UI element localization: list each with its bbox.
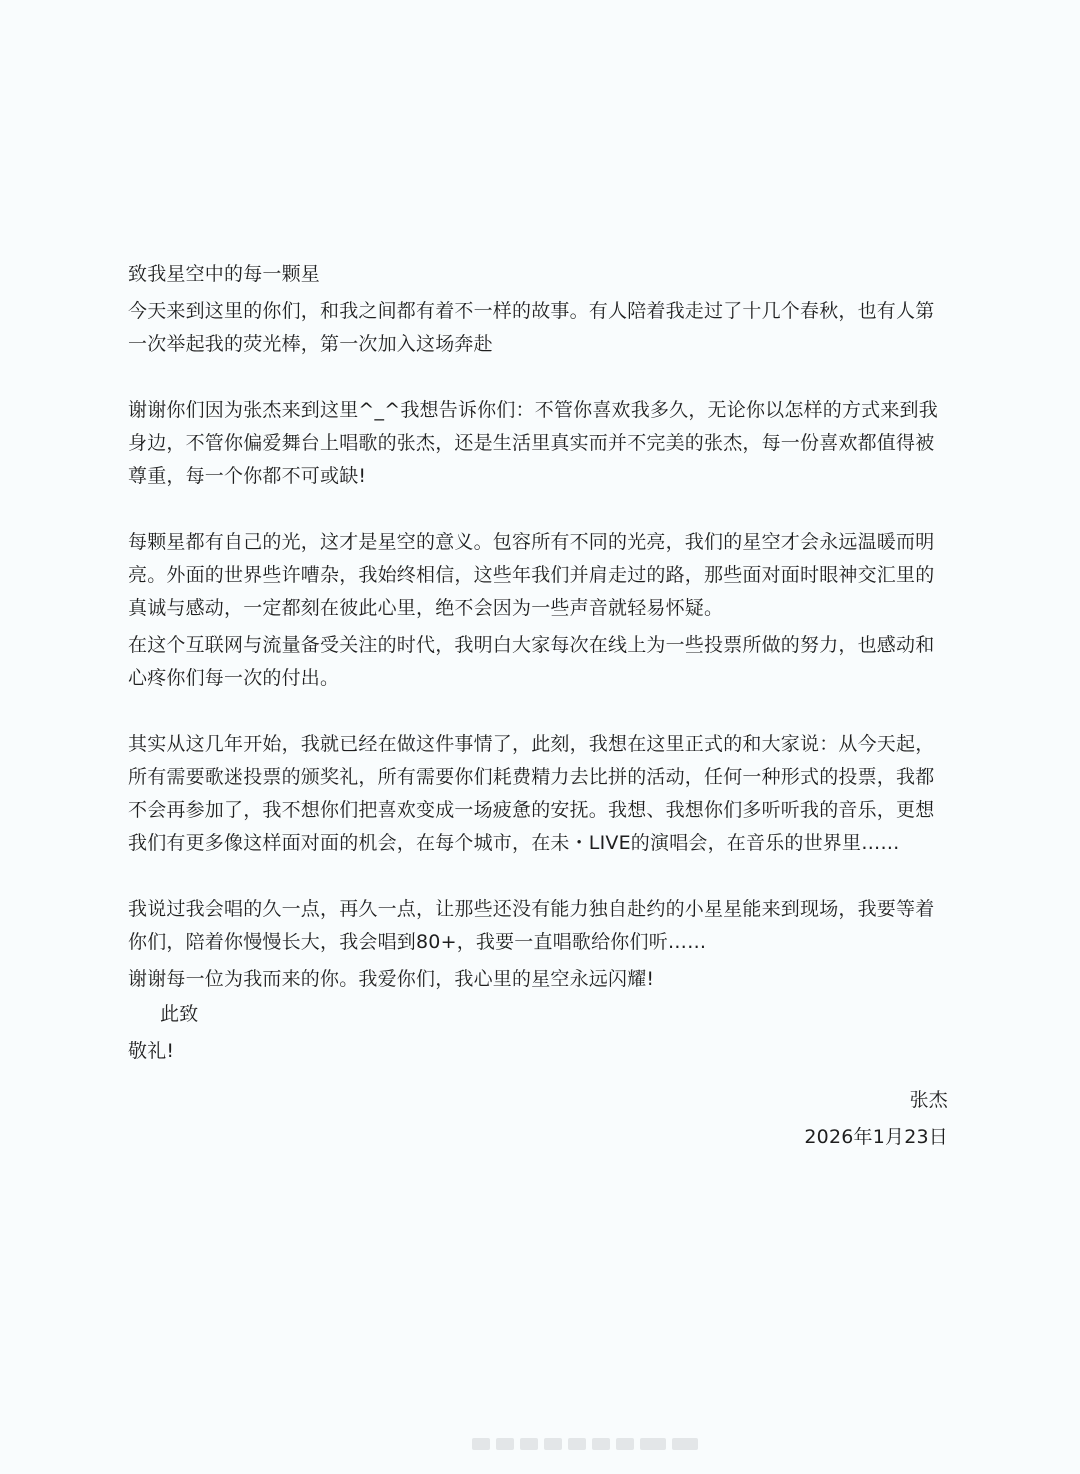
letter-paragraph-7: 谢谢每一位为我而来的你。我爱你们，我心里的星空永远闪耀!: [128, 968, 655, 990]
letter-salutation: 致我星空中的每一颗星: [128, 263, 321, 285]
pager-dot: [672, 1438, 698, 1450]
pager-dot: [592, 1438, 610, 1450]
pager-dot: [496, 1438, 514, 1450]
letter-signature: 张杰: [909, 1089, 948, 1111]
pager-dot: [544, 1438, 562, 1450]
letter-closing-1: 此致: [160, 1003, 199, 1025]
letter-paragraph-1: 今天来到这里的你们，和我之间都有着不一样的故事。有人陪着我走过了十几个春秋，也有人第一次举起我的荧光棒，第一次加入这场奔赴: [128, 300, 935, 355]
image-pager-indicator: [0, 1437, 1080, 1451]
pager-dot: [520, 1438, 538, 1450]
pager-dot: [616, 1438, 634, 1450]
letter-paragraph-6: 我说过我会唱的久一点，再久一点，让那些还没有能力独自赴约的小星星能来到现场，我要等着你们，陪着你慢慢长大，我会唱到80+，我要一直唱歌给你们听……: [128, 898, 935, 953]
letter-date: 2026年1月23日: [804, 1126, 948, 1148]
pager-dot: [472, 1438, 490, 1450]
letter-paragraph-3: 每颗星都有自己的光，这才是星空的意义。包容所有不同的光亮，我们的星空才会永远温暖而明亮。外面的世界些许嘈杂，我始终相信，这些年我们并肩走过的路，那些面对面时眼神交汇里的真诚与感动，一定都刻在彼此心里，绝不会因为一些声音就轻易怀疑。: [128, 531, 935, 619]
pager-dot: [640, 1438, 666, 1450]
letter-paragraph-5: 其实从这几年开始，我就已经在做这件事情了，此刻，我想在这里正式的和大家说：从今天起，所有需要歌迷投票的颁奖礼，所有需要你们耗费精力去比拼的活动，任何一种形式的投票，我都不会再参加了，我不想你们把喜欢变成一场疲惫的安抚。我想、我想你们多听听我的音乐，更想我们有更多像这样面对面的机会，在每个城市，在未・LIVE的演唱会，在音乐的世界里……: [128, 733, 935, 854]
letter-closing-2: 敬礼!: [128, 1040, 175, 1062]
letter-body: [128, 258, 948, 1154]
letter-paragraph-4: 在这个互联网与流量备受关注的时代，我明白大家每次在线上为一些投票所做的努力，也感动和心疼你们每一次的付出。: [128, 634, 935, 689]
letter-paragraph-2: 谢谢你们因为张杰来到这里^_^我想告诉你们：不管你喜欢我多久，无论你以怎样的方式来到我身边，不管你偏爱舞台上唱歌的张杰，还是生活里真实而并不完美的张杰，每一份喜欢都值得被尊重，每一个你都不可或缺!: [128, 399, 938, 487]
pager-dot: [568, 1438, 586, 1450]
